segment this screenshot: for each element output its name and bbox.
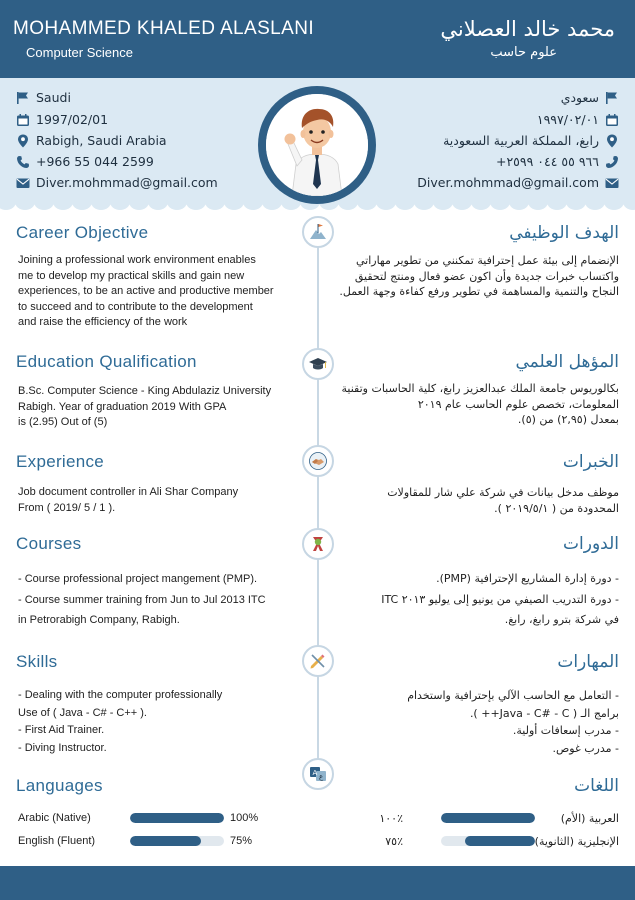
language-bar-fill [130,836,201,846]
language-percent-en: 100% [230,812,259,824]
calendar-icon [16,113,30,127]
career-title-en: Career Objective [16,223,149,242]
svg-text:ع: ع [319,773,324,781]
nationality-ar [561,90,625,105]
phone-ar [496,154,625,169]
phone-icon [16,155,30,169]
career-title-ar: الهدف الوظيفي [509,223,619,243]
experience-title-ar: الخبرات [562,452,619,472]
email-en [10,175,218,190]
experience-title-en: Experience [16,452,105,471]
language-bar-fill [465,836,536,846]
courses-text-en: - Course professional project mangement (PMP). - Course summer training from Jun to Jul 2013 ITC in Petrorabigh Company, Rabigh. [18,573,266,626]
full-name-english: MOHAMMED KHALED ALASLANI [13,18,315,39]
skills-text-ar: - التعامل مع الحاسب الآلي بإحترافية واستخدام برامج الـ ( Java - C# - C++ ). - مدرب إسعافات أولية. - مدرب غوص. [407,689,619,755]
mountain-flag-icon [308,222,328,242]
email-value-en: Diver.mohmmad@gmail.com [36,175,218,190]
phone-value-en: +966 55 044 2599 [36,154,154,169]
languages-node [302,758,334,790]
language-bar-ar [441,813,535,823]
address-value-en: Rabigh, Saudi Arabia [36,133,167,148]
courses-text-ar: - دورة إدارة المشاريع الإحترافية (PMP). - دورة التدريب الصيفي من يونيو إلى يوليو ٢٠١٣ ITC في شركة بترو رابغ، رابغ. [381,572,619,626]
career-node [302,216,334,248]
envelope-icon [605,176,619,190]
language-bar-fill [441,813,535,823]
svg-text:A: A [312,769,318,777]
experience-text-en: Job document controller in Ali Shar Company From ( 2019/ 5 / 1 ). [18,486,239,514]
timeline-line [317,232,319,780]
languages-title-ar: اللغات [574,776,619,796]
language-bar-en [130,836,224,846]
pencil-tools-icon [308,651,328,671]
phone-value-ar: +٩٦٦ ٥٥ ٠٤٤ ٢٥٩٩ [495,154,599,169]
education-node [302,348,334,380]
calendar-icon [605,113,619,127]
phone-icon [605,155,619,169]
location-pin-icon [605,134,619,148]
courses-node [302,528,334,560]
envelope-icon [16,176,30,190]
experience-node [302,445,334,477]
flag-icon [16,91,30,105]
graduation-cap-icon [308,354,328,374]
career-text-ar: الإنضمام إلى بيئة عمل إحترافية تمكنني من تطوير مهاراتي واكتساب خبرات جديدة وأن اكون عضو فعال ومنتج لتحقيق النجاح والتنمية والمساهمة في تطوير ورفع كفاءة وجهة العمل. [339,254,619,298]
languages-title-en: Languages [16,776,103,795]
full-name-arabic: محمد خالد العصلاني [440,17,615,41]
language-bar-ar [441,836,535,846]
education-title-en: Education Qualification [16,352,197,371]
language-name-en: Arabic (Native) [18,812,91,824]
footer-band [0,866,635,900]
skills-node [302,645,334,677]
courses-title-en: Courses [16,534,82,553]
skills-text-en: - Dealing with the computer professionally Use of ( Java - C# - C++ ). - First Aid Trainer. - Diving Instructor. [18,689,223,754]
cartoon-person-illustration [266,94,368,196]
job-title-english: Computer Science [26,45,133,60]
skills-title-ar: المهارات [557,652,619,672]
certificate-ribbon-icon [308,534,328,554]
email-ar [417,175,625,190]
phone-en [10,154,154,169]
skills-title-en: Skills [16,652,58,671]
birth-date-ar [537,112,625,127]
location-pin-icon [16,134,30,148]
education-text-ar: بكالوريوس جامعة الملك عبدالعزيز رابغ، كلية الحاسبات وتقنية المعلومات، تخصص علوم الحاسب عام ٢٠١٩ بمعدل (٢,٩٥) من (٥). [341,382,619,426]
language-name-ar: الإنجليزية (الثانوية) [534,835,619,848]
translate-icon [308,764,328,784]
courses-title-ar: الدورات [563,534,619,554]
handshake-icon [308,451,328,471]
education-title-ar: المؤهل العلمي [515,352,619,372]
address-ar [443,133,625,148]
language-name-en: English (Fluent) [18,835,96,847]
address-en [10,133,167,148]
address-value-ar: رابغ، المملكة العربية السعودية [443,133,599,148]
email-value-ar: Diver.mohmmad@gmail.com [417,175,599,190]
education-text-en: B.Sc. Computer Science - King Abdulaziz University Rabigh. Year of graduation 2019 With GPA is (2.95) Out of (5) [18,385,272,428]
career-text-en: Joining a professional work environment enables me to develop my practical skills and gain new experiences, to be an active and productive member to succeed and to contribute to the development and raise the efficiency of the work [18,254,274,328]
profile-avatar [258,86,376,204]
experience-text-ar: موظف مدخل بيانات في شركة علي شار للمقاولات المحدودة من ( ٢٠١٩/٥/١ ). [387,486,619,515]
language-bar-fill [130,813,224,823]
nationality-value-en: Saudi [36,90,71,105]
language-bar-en [130,813,224,823]
birth-date-value-en: 1997/02/01 [36,112,109,127]
birth-date-en [10,112,108,127]
language-name-ar: العربية (الأم) [560,812,619,825]
language-percent-ar: ٪٧٥ [385,835,403,848]
language-percent-ar: ٪١٠٠ [379,812,403,825]
nationality-value-ar: سعودي [560,90,599,105]
birth-date-value-ar: ١٩٩٧/٠٢/٠١ [536,112,599,127]
flag-icon [605,91,619,105]
job-title-arabic: علوم حاسب [490,45,557,60]
nationality-en [10,90,71,105]
language-percent-en: 75% [230,835,253,847]
